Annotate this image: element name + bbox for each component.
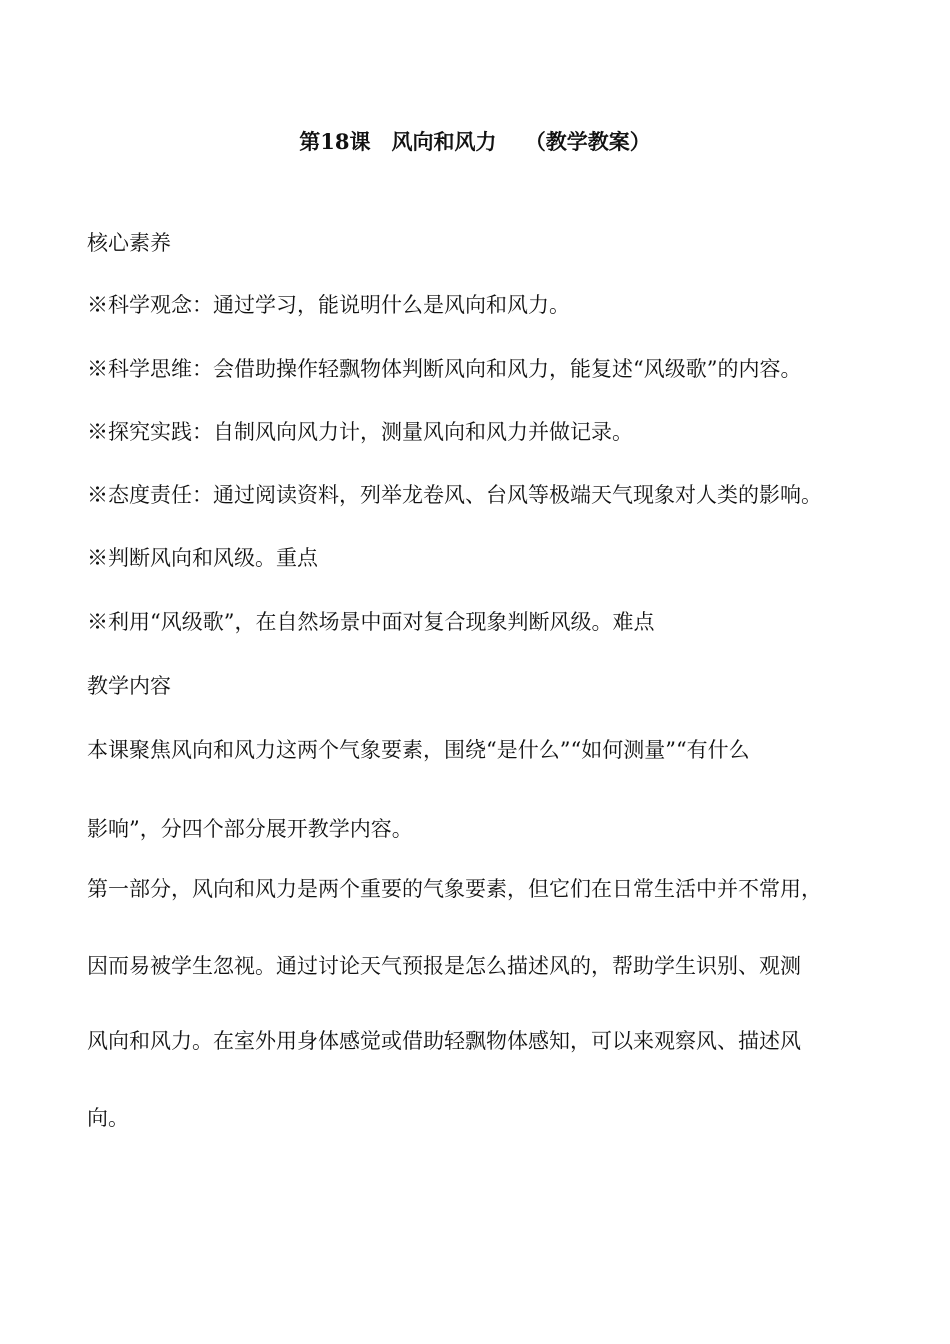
core-literacy-item: ※科学思维：会借助操作轻飘物体判断风向和风力，能复述“风级歌”的内容。 (87, 357, 802, 381)
paragraph-line: 因而易被学生忽视。通过讨论天气预报是怎么描述风的，帮助学生识别、观测 (87, 954, 801, 978)
paragraph-line: 影响”，分四个部分展开教学内容。 (87, 817, 413, 841)
core-literacy-item: ※利用“风级歌”，在自然场景中面对复合现象判断风级。难点 (87, 610, 655, 634)
core-literacy-item: ※探究实践：自制风向风力计，测量风向和风力并做记录。 (87, 420, 633, 444)
core-literacy-item: ※判断风向和风级。重点 (87, 546, 318, 570)
paragraph-line: 第一部分，风向和风力是两个重要的气象要素，但它们在日常生活中并不常用， (87, 877, 822, 901)
core-literacy-heading: 核心素养 (87, 231, 171, 255)
document-title: 第18课 风向和风力 （教学教案） (299, 129, 651, 154)
core-literacy-item: ※态度责任：通过阅读资料，列举龙卷风、台风等极端天气现象对人类的影响。 (87, 483, 822, 507)
teaching-content-heading: 教学内容 (87, 674, 171, 698)
core-literacy-item: ※科学观念：通过学习，能说明什么是风向和风力。 (87, 293, 570, 317)
paragraph-line: 向。 (87, 1106, 129, 1130)
paragraph-line: 本课聚焦风向和风力这两个气象要素，围绕“是什么”“如何测量”“有什么 (87, 738, 750, 762)
paragraph-line: 风向和风力。在室外用身体感觉或借助轻飘物体感知，可以来观察风、描述风 (87, 1029, 801, 1053)
